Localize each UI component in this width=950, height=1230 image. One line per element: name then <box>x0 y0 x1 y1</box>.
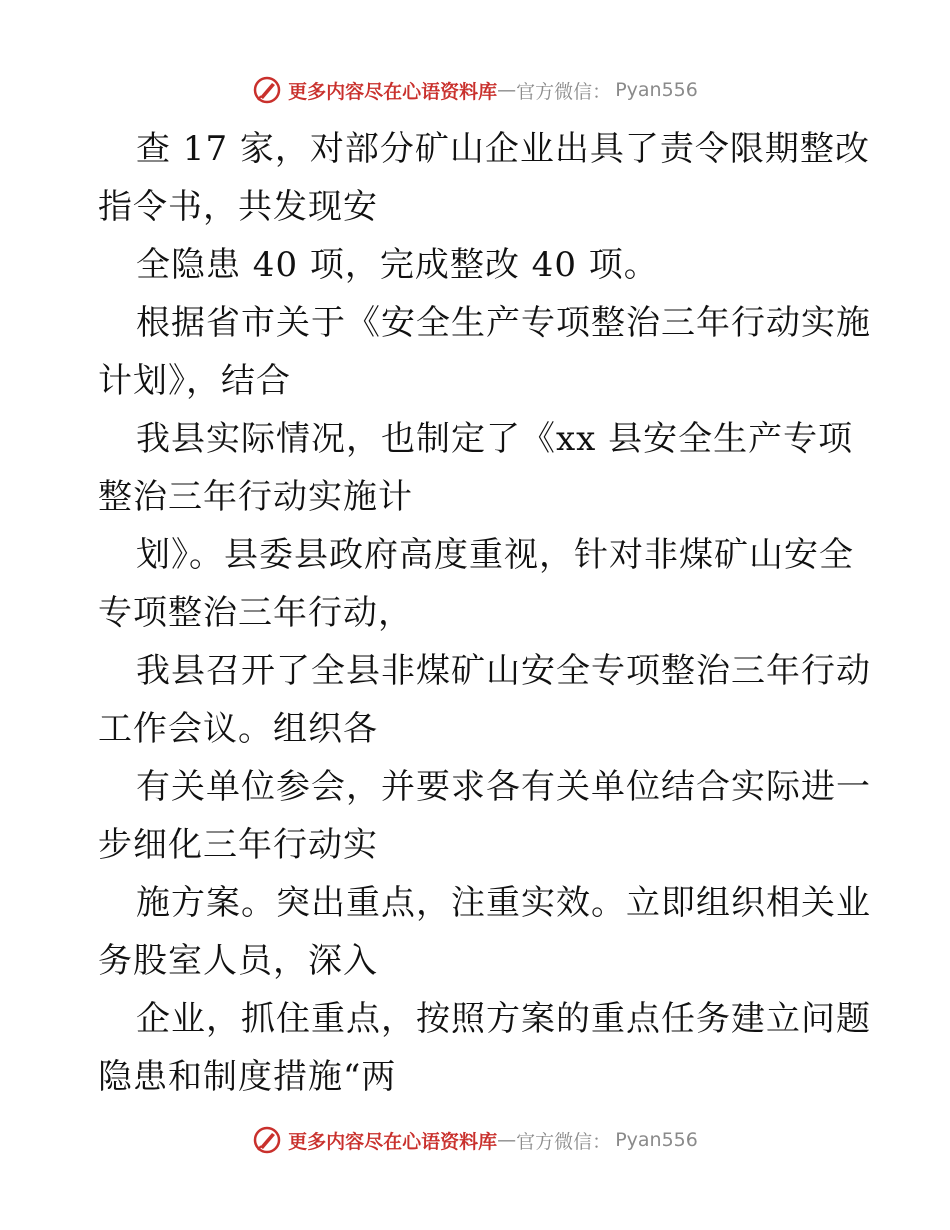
footer-brand-text: 更多内容尽在心语资料库 <box>288 1130 498 1153</box>
footer-wechat-id: Pyan556 <box>615 1129 698 1151</box>
text-line: 步细化三年行动实 <box>98 825 378 865</box>
header-wechat-id: Pyan556 <box>615 79 698 101</box>
text-line: 工作会议。组织各 <box>98 709 378 749</box>
header-dash: — <box>497 79 517 101</box>
quill-logo-icon <box>252 75 282 105</box>
text-line: 隐患和制度措施“两 <box>98 1057 397 1097</box>
text-line: 专项整治三年行动， <box>98 593 413 633</box>
document-body <box>98 120 871 1106</box>
text-line: 企业，抓住重点，按照方案的重点任务建立问题 <box>136 999 871 1039</box>
header-wechat-label: 官方微信： <box>516 80 612 103</box>
text-line: 施方案。突出重点，注重实效。立即组织相关业 <box>136 883 871 923</box>
text-line: 有关单位参会，并要求各有关单位结合实际进一 <box>136 767 871 807</box>
footer-wechat-label: 官方微信： <box>516 1130 612 1153</box>
quill-logo-icon <box>252 1125 282 1155</box>
text-line: 务股室人员，深入 <box>98 941 378 981</box>
text-line: 查 17 家，对部分矿山企业出具了责令限期整改 <box>136 129 870 169</box>
text-line: 我县实际情况，也制定了《xx 县安全生产专项 <box>136 419 854 459</box>
footer-dash: — <box>497 1129 517 1151</box>
text-line: 指令书，共发现安 <box>98 187 378 227</box>
header-brand-text: 更多内容尽在心语资料库 <box>288 80 498 103</box>
footer-banner <box>0 1120 950 1160</box>
text-line: 我县召开了全县非煤矿山安全专项整治三年行动 <box>136 651 871 691</box>
text-line: 整治三年行动实施计 <box>98 477 413 517</box>
text-line: 全隐患 40 项，完成整改 40 项。 <box>136 245 659 285</box>
text-line: 计划》，结合 <box>98 361 291 401</box>
text-line: 划》。县委县政府高度重视，针对非煤矿山安全 <box>136 535 854 575</box>
header-banner <box>0 70 950 110</box>
text-line: 根据省市关于《安全生产专项整治三年行动实施 <box>136 303 871 343</box>
